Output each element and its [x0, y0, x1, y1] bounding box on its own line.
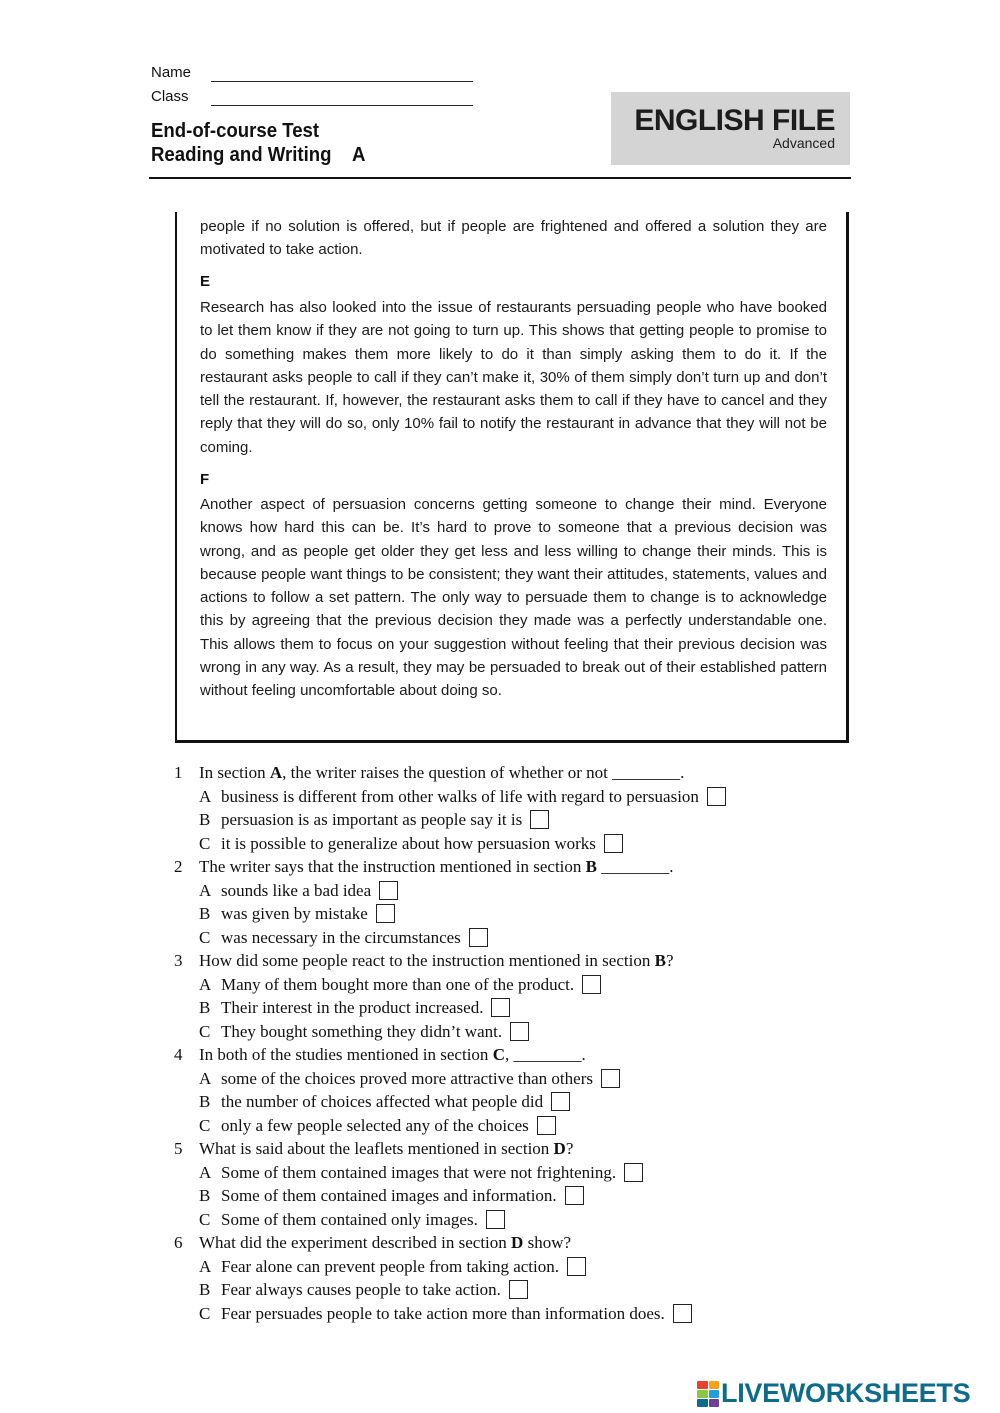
question-text: What is said about the leaflets mentioned in section D?	[199, 1139, 574, 1158]
answer-checkbox[interactable]	[604, 834, 623, 853]
question-number: 1	[174, 763, 183, 782]
option-text: was necessary in the circumstances	[221, 927, 461, 947]
answer-checkbox[interactable]	[565, 1186, 584, 1205]
question-stem	[174, 1043, 874, 1067]
answer-option	[174, 1255, 874, 1279]
test-version: A	[351, 144, 366, 166]
option-letter: A	[199, 786, 212, 806]
brand-level: Advanced	[772, 135, 835, 151]
answer-option	[174, 1114, 874, 1138]
answer-option	[174, 832, 874, 856]
option-text: Some of them contained images that were not frightening.	[221, 1162, 617, 1182]
answer-checkbox[interactable]	[567, 1257, 586, 1276]
brand-name: ENGLISH FILE	[634, 104, 835, 137]
passage-section-f: Another aspect of persuasion concerns getting someone to change their mind. Everyone knows how hard this can be. It’s hard to prove to someone that a previous decision was wrong, and as people get older they get less and less willing to change their minds. This is because people want things to be consistent; they want their attitudes, statements, values and actions to follow a set pattern. The only way to persuade them to change is to acknowledge this by agreeing that the previous decision they made was a perfectly understandable one. This allows them to focus on your suggestion without feeling that their previous decision was wrong in any way. As a result, they may be persuaded to break out of their established pattern without feeling uncomfortable about doing so.	[200, 496, 827, 700]
option-letter: A	[199, 1162, 212, 1182]
option-text: Fear persuades people to take action more than information does.	[221, 1303, 665, 1323]
question-list	[174, 761, 874, 1325]
option-text: business is different from other walks of life with regard to persuasion	[221, 786, 699, 806]
answer-checkbox[interactable]	[379, 881, 398, 900]
option-text: some of the choices proved more attractive than others	[221, 1068, 593, 1088]
logo-tile	[709, 1381, 720, 1389]
option-text: They bought something they didn’t want.	[221, 1021, 503, 1041]
answer-option	[174, 1208, 874, 1232]
option-letter: B	[199, 904, 211, 923]
answer-checkbox[interactable]	[486, 1210, 505, 1229]
option-text: persuasion is as important as people say it is	[221, 810, 523, 829]
option-letter: C	[199, 1209, 211, 1229]
option-letter: B	[199, 1186, 211, 1205]
answer-checkbox[interactable]	[624, 1163, 643, 1182]
option-text: Fear alone can prevent people from taking action.	[221, 1256, 559, 1276]
liveworksheets-wordmark: LIVEWORKSHEETS	[721, 1378, 971, 1408]
brand-logo	[611, 92, 850, 165]
answer-option	[174, 785, 874, 809]
answer-option	[174, 1161, 874, 1185]
class-label: Class	[151, 88, 189, 105]
answer-checkbox[interactable]	[537, 1116, 556, 1135]
option-letter: B	[199, 1092, 211, 1111]
answer-checkbox[interactable]	[530, 810, 549, 829]
answer-option	[174, 902, 874, 926]
option-text: Some of them contained images and information.	[221, 1186, 557, 1205]
logo-tile	[709, 1399, 720, 1407]
answer-option	[174, 926, 874, 950]
answer-option	[174, 1020, 874, 1044]
answer-option	[174, 1090, 874, 1114]
answer-checkbox[interactable]	[491, 998, 510, 1017]
option-letter: C	[199, 927, 211, 947]
question-stem	[174, 949, 874, 973]
question-text: In both of the studies mentioned in section C, ________.	[199, 1045, 586, 1064]
passage-section-d-end: people if no solution is offered, but if people are frightened and offered a solution they are motivated to take action.	[200, 218, 827, 259]
name-line	[211, 68, 473, 82]
question-stem	[174, 1231, 874, 1255]
answer-checkbox[interactable]	[707, 787, 726, 806]
option-letter: A	[199, 974, 212, 994]
option-text: it is possible to generalize about how persuasion works	[221, 833, 596, 853]
answer-option	[174, 1278, 874, 1302]
question-number: 6	[174, 1233, 183, 1252]
test-section-name: Reading and Writing	[151, 144, 332, 166]
answer-option	[174, 1302, 874, 1326]
question-text: The writer says that the instruction mentioned in section B ________.	[199, 857, 674, 876]
answer-checkbox[interactable]	[510, 1022, 529, 1041]
option-letter: C	[199, 833, 211, 853]
reading-passage	[175, 212, 849, 743]
option-text: was given by mistake	[221, 904, 368, 923]
option-text: only a few people selected any of the choices	[221, 1115, 529, 1135]
option-text: Fear always causes people to take action.	[221, 1280, 501, 1299]
question-stem	[174, 1137, 874, 1161]
option-text: Many of them bought more than one of the product.	[221, 974, 575, 994]
question-number: 5	[174, 1139, 183, 1158]
question-text: In section A, the writer raises the question of whether or not ________.	[199, 763, 685, 782]
option-letter: A	[199, 1068, 212, 1088]
answer-checkbox[interactable]	[601, 1069, 620, 1088]
question-stem	[174, 855, 874, 879]
test-subtitle	[151, 143, 365, 167]
answer-option	[174, 1184, 874, 1208]
class-field	[151, 88, 473, 106]
answer-option	[174, 1067, 874, 1091]
option-letter: B	[199, 1280, 211, 1299]
name-field	[151, 64, 473, 82]
liveworksheets-icon	[697, 1381, 719, 1407]
section-letter-e: E	[200, 273, 211, 290]
question-text: What did the experiment described in section D show?	[199, 1233, 572, 1252]
answer-checkbox[interactable]	[509, 1280, 528, 1299]
logo-tile	[697, 1381, 708, 1389]
option-letter: C	[199, 1115, 211, 1135]
option-letter: A	[199, 1256, 212, 1276]
logo-tile	[697, 1390, 708, 1398]
name-label: Name	[151, 64, 192, 81]
answer-checkbox[interactable]	[582, 975, 601, 994]
option-text: Their interest in the product increased.	[221, 998, 484, 1017]
question-number: 2	[174, 857, 183, 876]
test-title: End-of-course Test	[151, 120, 320, 142]
answer-checkbox[interactable]	[673, 1304, 692, 1323]
liveworksheets-logo	[697, 1378, 970, 1409]
class-line	[211, 92, 473, 106]
section-letter-f: F	[200, 471, 210, 488]
passage-section-e: Research has also looked into the issue of restaurants persuading people who have booked to let them know if they are not going to turn up. This shows that getting people to promise to do something makes them more likely to do it than simply asking them to do it. If the restaurant asks people to call if they can’t make it, 30% of them simply don’t turn up and don’t tell the restaurant. If, however, the restaurant asks them to call if they have to cancel and they reply that they will do so, only 10% fail to notify the restaurant in advance that they will not be coming.	[200, 299, 827, 456]
answer-option	[174, 973, 874, 997]
logo-tile	[709, 1390, 720, 1398]
logo-tile	[697, 1399, 708, 1407]
option-text: Some of them contained only images.	[221, 1209, 478, 1229]
answer-checkbox[interactable]	[551, 1092, 570, 1111]
option-text: the number of choices affected what people did	[221, 1092, 544, 1111]
answer-option	[174, 808, 874, 832]
question-number: 4	[174, 1045, 183, 1064]
option-letter: C	[199, 1303, 211, 1323]
header-divider	[149, 177, 851, 179]
option-letter: A	[199, 880, 212, 900]
question-number: 3	[174, 951, 183, 970]
option-letter: B	[199, 998, 211, 1017]
answer-checkbox[interactable]	[376, 904, 395, 923]
question-text: How did some people react to the instruction mentioned in section B?	[199, 951, 674, 970]
answer-checkbox[interactable]	[469, 928, 488, 947]
option-letter: B	[199, 810, 211, 829]
answer-option	[174, 879, 874, 903]
answer-option	[174, 996, 874, 1020]
option-text: sounds like a bad idea	[221, 880, 372, 900]
question-stem	[174, 761, 874, 785]
option-letter: C	[199, 1021, 211, 1041]
